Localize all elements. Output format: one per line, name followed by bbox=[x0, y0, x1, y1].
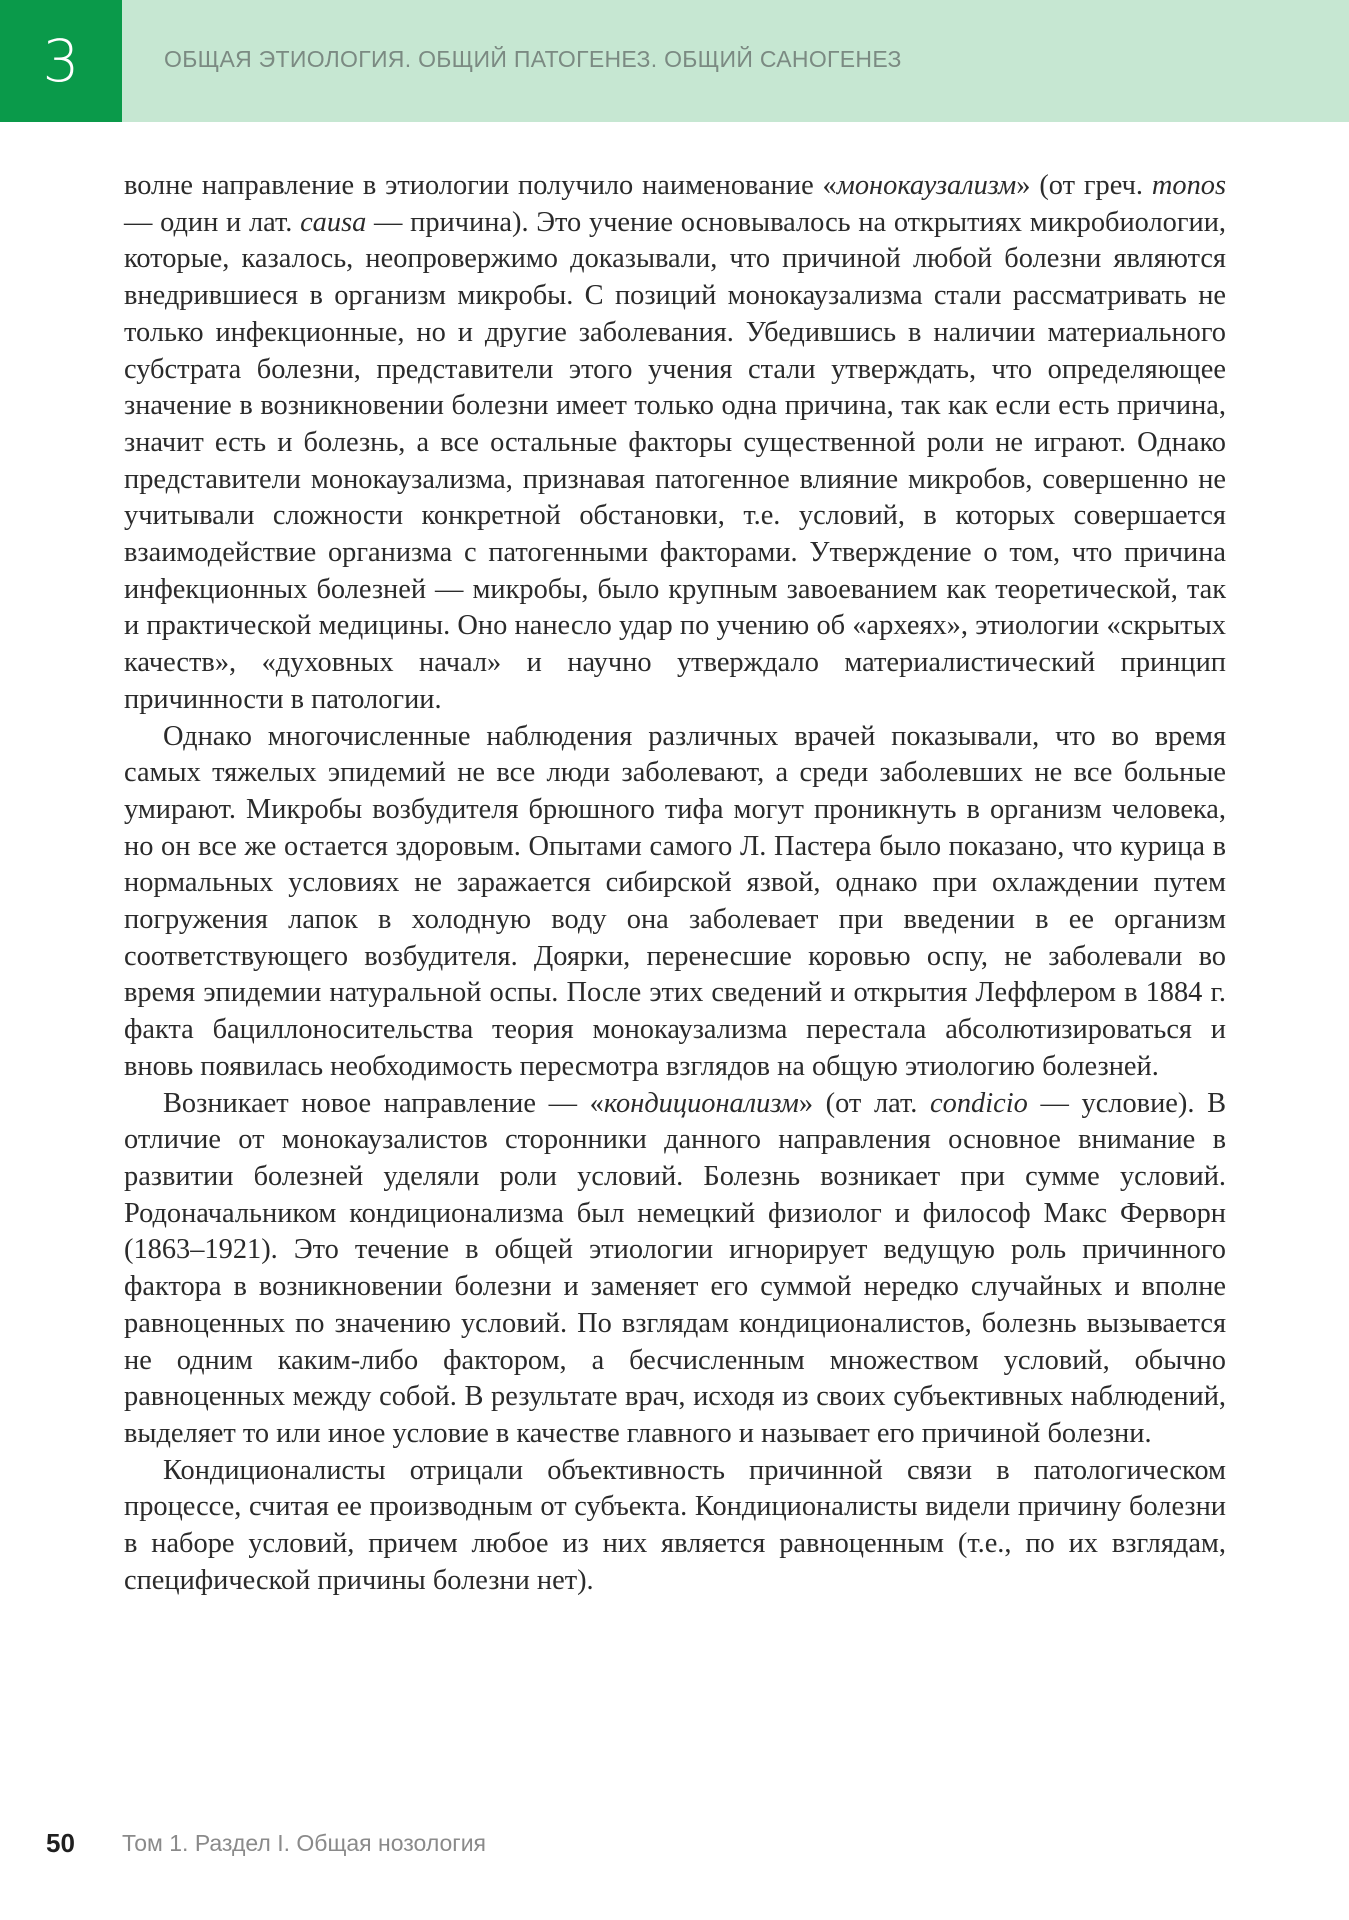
paragraph-4: Кондиционалисты отрицали объективность причинной связи в патологическом процессе, считая ее производным от субъекта. Кондиционалисты видели причину болезни в наборе условий, причем любое из них является равноценным (т.е., по их взглядам, специфической причины болезни нет). bbox=[124, 1454, 1226, 1596]
term-conditionalism: кондиционализм bbox=[603, 1087, 799, 1119]
term-monos: monos bbox=[1151, 170, 1227, 201]
paragraph-2: Однако многочисленные наблюдения различных врачей показывали, что во время самых тяжелых эпидемий не все люди заболевают, а среди заболевших не все больные умирают. Микробы возбудителя брюшного тифа могут проникнуть в организм человека, но он все же остается здоровым. Опытами самого Л. Пастера было показано, что курица в нормальных условиях не заражается сибирской язвой, однако при охлаждении путем погружения лапок в холодную воду она заболевает при введении в ее организм соответствующего возбудителя. Доярки, перенесшие коровью оспу, не заболевали во время эпидемии натуральной оспы. После этих сведений и открытия Леффлером в 1884 г. факта бациллоносительства теория монокаузализма перестала абсолютизироваться и вновь появилась необходимость пересмотра взглядов на общую этиологию болезней. bbox=[124, 720, 1226, 1082]
page-number: 50 bbox=[46, 1828, 75, 1858]
term-monocausalism: монокаузализм bbox=[836, 170, 1017, 201]
term-causa: causa bbox=[300, 206, 367, 238]
body-text bbox=[124, 168, 1226, 1599]
paragraph-3: Возникает новое направление — «кондиционализм» (от лат. condicio — условие). В отличие от монокаузалистов сторонники данного направления основное внимание в развитии болезней уделяли роли условий. Болезнь возникает при сумме условий. Родоначальником кондиционализма был немецкий физиолог и философ Макс Ферворн (1863–1921). Это течение в общей этиологии игнорирует ведущую роль причинного фактора в возникновении болезни и заменяет его суммой нередко случайных и вполне равноценных по значению условий. По взглядам кондиционалистов, болезнь вызывается не одним каким-либо фактором, а бесчисленным множеством условий, обычно равноценных между собой. В результате врач, исходя из своих субъективных наблюдений, выделяет то или иное условие в качестве главного и называет его причиной болезни. bbox=[124, 1087, 1227, 1449]
chapter-number-box bbox=[0, 0, 122, 122]
paragraph-1: волне направление в этиологии получило наименование «монокаузализм» (от греч. monos — один и лат. causa — причина). Это учение основывалось на открытиях микробиологии, которые, казалось, неопровержимо доказывали, что причиной любой болезни являются внедрившиеся в организм микробы. С позиций монокаузализма стали рассматривать не только инфекционные, но и другие заболевания. Убедившись в наличии материального субстрата болезни, представители этого учения стали утверждать, что определяющее значение в возникновении болезни имеет только одна причина, так как если есть причина, значит есть и болезнь, а все остальные факторы существенной роли не играют. Однако представители монокаузализма, признавая патогенное влияние микробов, совершенно не учитывали сложности конкретной обстановки, т.е. условий, в которых совершается взаимодействие организма с патогенными факторами. Утверждение о том, что причина инфекционных болезней — микробы, было крупным завоеванием как теоретической, так и практической медицины. Оно нанесло удар по учению об «археях», этиологии «скрытых качеств», «духовных начал» и научно утверждало материалистический принцип причинности в патологии. bbox=[124, 170, 1227, 715]
term-condicio: condicio bbox=[930, 1087, 1028, 1119]
chapter-title: ОБЩАЯ ЭТИОЛОГИЯ. ОБЩИЙ ПАТОГЕНЕЗ. ОБЩИЙ САНОГЕНЕЗ bbox=[164, 46, 902, 72]
running-title: Том 1. Раздел I. Общая нозология bbox=[122, 1830, 486, 1856]
chapter-number: 3 bbox=[42, 27, 80, 95]
chapter-header-bar bbox=[0, 0, 1349, 122]
